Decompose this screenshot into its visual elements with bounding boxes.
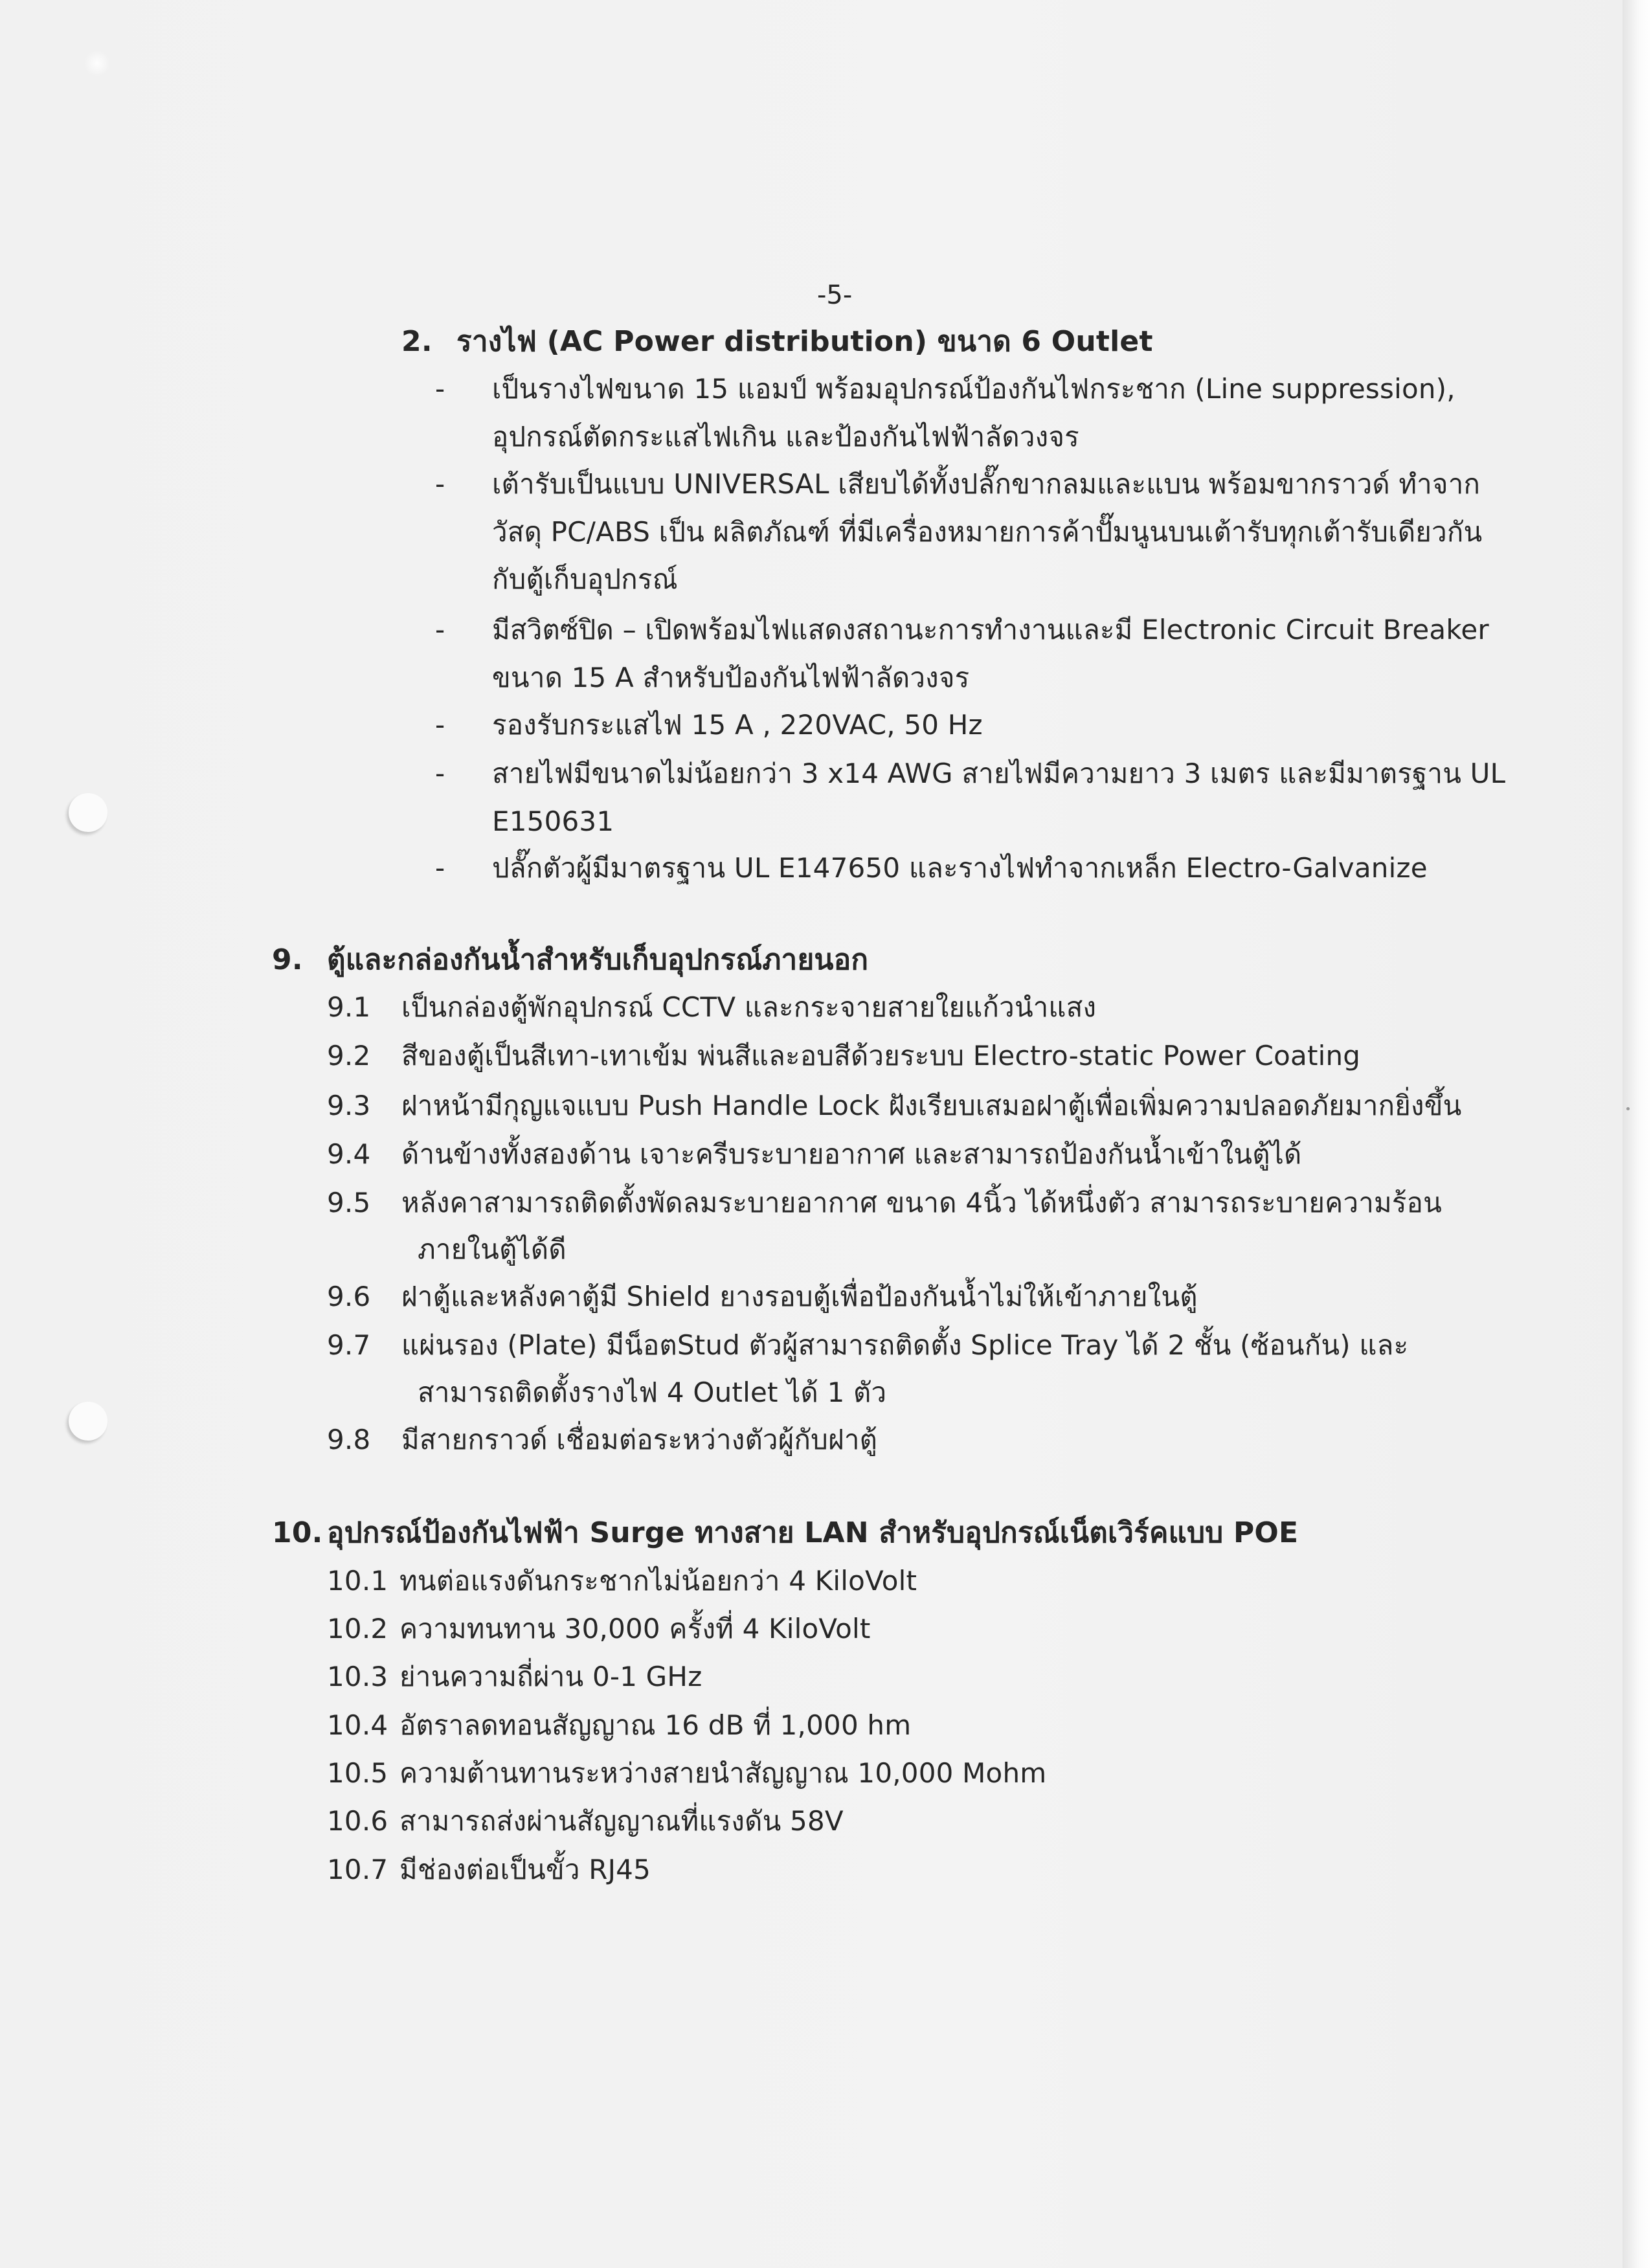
item-number: 9.4 <box>327 1138 371 1170</box>
item-number: 10.5 <box>327 1757 388 1789</box>
item-text: มีช่องต่อเป็นขั้ว RJ45 <box>399 1854 651 1885</box>
item-text: ทนต่อแรงดันกระชากไม่น้อยกว่า 4 KiloVolt <box>399 1565 917 1597</box>
item-text: ความต้านทานระหว่างสายนำสัญญาณ 10,000 Mohm <box>399 1757 1047 1789</box>
item-number: 9.6 <box>327 1281 371 1312</box>
bullet-dash: - <box>435 758 445 789</box>
bullet-line: รองรับกระแสไฟ 15 A , 220VAC, 50 Hz <box>492 709 983 741</box>
bullet-line: สายไฟมีขนาดไม่น้อยกว่า 3 x14 AWG สายไฟมีความยาว 3 เมตร และมีมาตรฐาน UL <box>492 758 1506 789</box>
section9-number: 9. <box>272 943 303 976</box>
bullet-dash: - <box>435 614 445 646</box>
item-number: 9.3 <box>327 1090 371 1121</box>
item-text: หลังคาสามารถติดตั้งพัดลมระบายอากาศ ขนาด 4นิ้ว ได้หนึ่งตัว สามารถระบายความร้อน <box>401 1187 1443 1218</box>
bullet-dash: - <box>435 373 445 405</box>
bullet-dash: - <box>435 852 445 884</box>
item-text: แผ่นรอง (Plate) มีน็อตStud ตัวผู้สามารถติดตั้ง Splice Tray ได้ 2 ชั้น (ซ้อนกัน) และ <box>401 1329 1409 1361</box>
item-number: 10.1 <box>327 1565 388 1597</box>
item-number: 9.1 <box>327 991 371 1023</box>
bullet-line: ขนาด 15 A สำหรับป้องกันไฟฟ้าลัดวงจร <box>492 662 970 693</box>
bullet-line: เต้ารับเป็นแบบ UNIVERSAL เสียบได้ทั้งปลั๊กขากลมและแบน พร้อมขากราวด์ ทำจาก <box>492 468 1481 500</box>
item-text: สามารถติดตั้งรางไฟ 4 Outlet ได้ 1 ตัว <box>418 1376 887 1408</box>
punch-hole-upper <box>69 793 107 832</box>
section10-number: 10. <box>272 1516 323 1549</box>
item-number: 9.5 <box>327 1187 371 1218</box>
scan-smudge <box>84 51 110 76</box>
item-text: มีสายกราวด์ เชื่อมต่อระหว่างตัวผู้กับฝาตู้ <box>401 1424 878 1455</box>
bullet-line: มีสวิตซ์ปิด – เปิดพร้อมไฟแสดงสถานะการทำงานและมี Electronic Circuit Breaker <box>492 614 1489 646</box>
item-number: 10.6 <box>327 1805 388 1837</box>
item-text: ฝาหน้ามีกุญแจแบบ Push Handle Lock ฝังเรียบเสมอฝาตู้เพื่อเพิ่มความปลอดภัยมากยิ่งขึ้น <box>401 1090 1462 1121</box>
section9-title: ตู้และกล่องกันน้ำสำหรับเก็บอุปกรณ์ภายนอก <box>327 943 869 976</box>
item-number: 10.7 <box>327 1854 388 1885</box>
bullet-dash: - <box>435 468 445 500</box>
item-number: 10.4 <box>327 1709 388 1741</box>
bullet-line: เป็นรางไฟขนาด 15 แอมป์ พร้อมอุปกรณ์ป้องกันไฟกระชาก (Line suppression), <box>492 373 1455 405</box>
section2-number: 2. <box>401 325 432 358</box>
punch-hole-lower <box>69 1402 107 1441</box>
page-number: -5- <box>817 280 853 310</box>
item-text: ด้านข้างทั้งสองด้าน เจาะครีบระบายอากาศ และสามารถป้องกันน้ำเข้าในตู้ได้ <box>401 1138 1302 1170</box>
page-edge-shadow <box>1623 0 1651 2268</box>
bullet-line: E150631 <box>492 805 614 837</box>
section2-title: รางไฟ (AC Power distribution) ขนาด 6 Outlet <box>456 325 1153 358</box>
bullet-line: กับตู้เก็บอุปกรณ์ <box>492 563 678 595</box>
item-text: เป็นกล่องตู้พักอุปกรณ์ CCTV และกระจายสายใยแก้วนำแสง <box>401 991 1097 1023</box>
item-text: อัตราลดทอนสัญญาณ 16 dB ที่ 1,000 hm <box>399 1709 912 1741</box>
scan-speck <box>1626 1107 1630 1110</box>
item-number: 9.8 <box>327 1424 371 1455</box>
item-number: 9.2 <box>327 1040 371 1072</box>
item-text: สามารถส่งผ่านสัญญาณที่แรงดัน 58V <box>399 1805 844 1837</box>
bullet-line: ปลั๊กตัวผู้มีมาตรฐาน UL E147650 และรางไฟทำจากเหล็ก Electro-Galvanize <box>492 852 1428 884</box>
item-text: ความทนทาน 30,000 ครั้งที่ 4 KiloVolt <box>399 1613 871 1645</box>
item-text: สีของตู้เป็นสีเทา-เทาเข้ม พ่นสีและอบสีด้วยระบบ Electro-static Power Coating <box>401 1040 1361 1072</box>
item-text: ย่านความถี่ผ่าน 0-1 GHz <box>399 1661 702 1692</box>
item-text: ฝาตู้และหลังคาตู้มี Shield ยางรอบตู้เพื่อป้องกันน้ำไม่ให้เข้าภายในตู้ <box>401 1281 1198 1312</box>
item-number: 10.3 <box>327 1661 388 1692</box>
bullet-dash: - <box>435 709 445 741</box>
item-number: 10.2 <box>327 1613 388 1645</box>
section10-title: อุปกรณ์ป้องกันไฟฟ้า Surge ทางสาย LAN สำหรับอุปกรณ์เน็ตเวิร์คแบบ POE <box>327 1516 1299 1549</box>
bullet-line: วัสดุ PC/ABS เป็น ผลิตภัณฑ์ ที่มีเครื่องหมายการค้าปั๊มนูนบนเต้ารับทุกเต้ารับเดียวกัน <box>492 516 1483 548</box>
bullet-line: อุปกรณ์ตัดกระแสไฟเกิน และป้องกันไฟฟ้าลัดวงจร <box>492 421 1079 453</box>
item-number: 9.7 <box>327 1329 371 1361</box>
item-text: ภายในตู้ได้ดี <box>418 1233 567 1265</box>
